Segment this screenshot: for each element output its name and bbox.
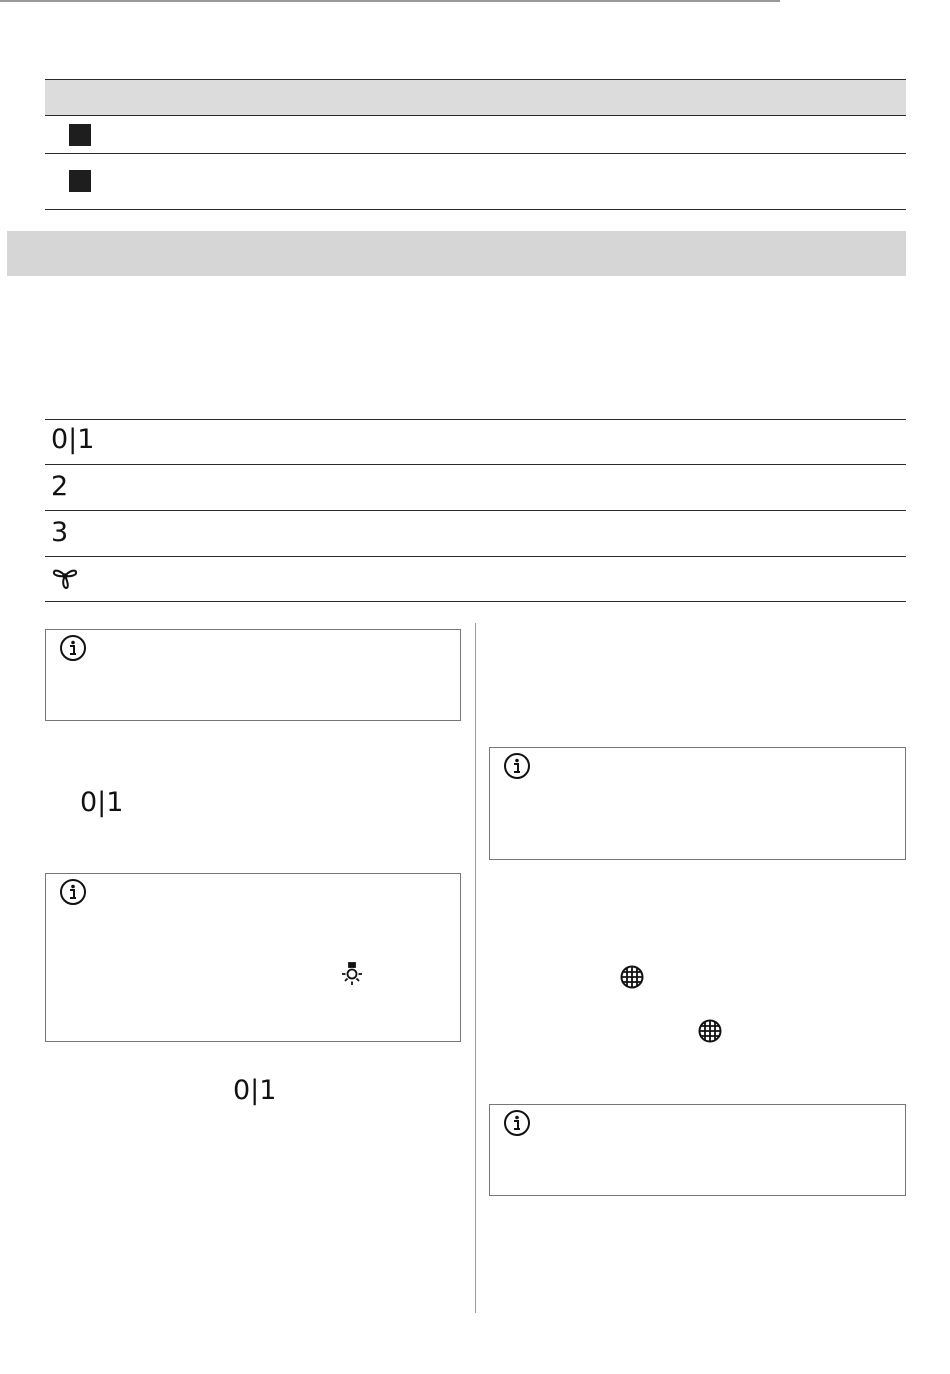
column-divider [475,623,476,1313]
controls-rule [45,419,906,420]
info-note-box [45,873,461,1042]
table-rule [45,79,906,80]
grid-icon [619,964,645,990]
info-note-box [489,1104,906,1196]
info-icon [59,634,87,662]
table-rule [45,153,906,154]
info-note-box [489,747,906,860]
on-off-symbol: 0|1 [80,787,124,818]
fan-icon [51,563,79,591]
info-icon [503,752,531,780]
level-3-symbol: 3 [51,517,69,548]
controls-rule [45,510,906,511]
on-off-symbol: 0|1 [51,424,95,455]
grid-icon [697,1018,723,1044]
table-rule [45,115,906,116]
table-rule [45,209,906,210]
on-off-symbol: 0|1 [233,1075,277,1106]
section-heading-bar [7,231,906,276]
info-icon [59,878,87,906]
controls-rule [45,601,906,602]
controls-rule [45,464,906,465]
controls-rule [45,556,906,557]
table-header [45,80,906,115]
info-note-box [45,629,461,721]
square-marker [69,170,91,192]
top-rule [0,0,780,2]
level-2-symbol: 2 [51,471,69,502]
square-marker [69,124,91,146]
info-icon [503,1109,531,1137]
light-icon [338,961,366,989]
